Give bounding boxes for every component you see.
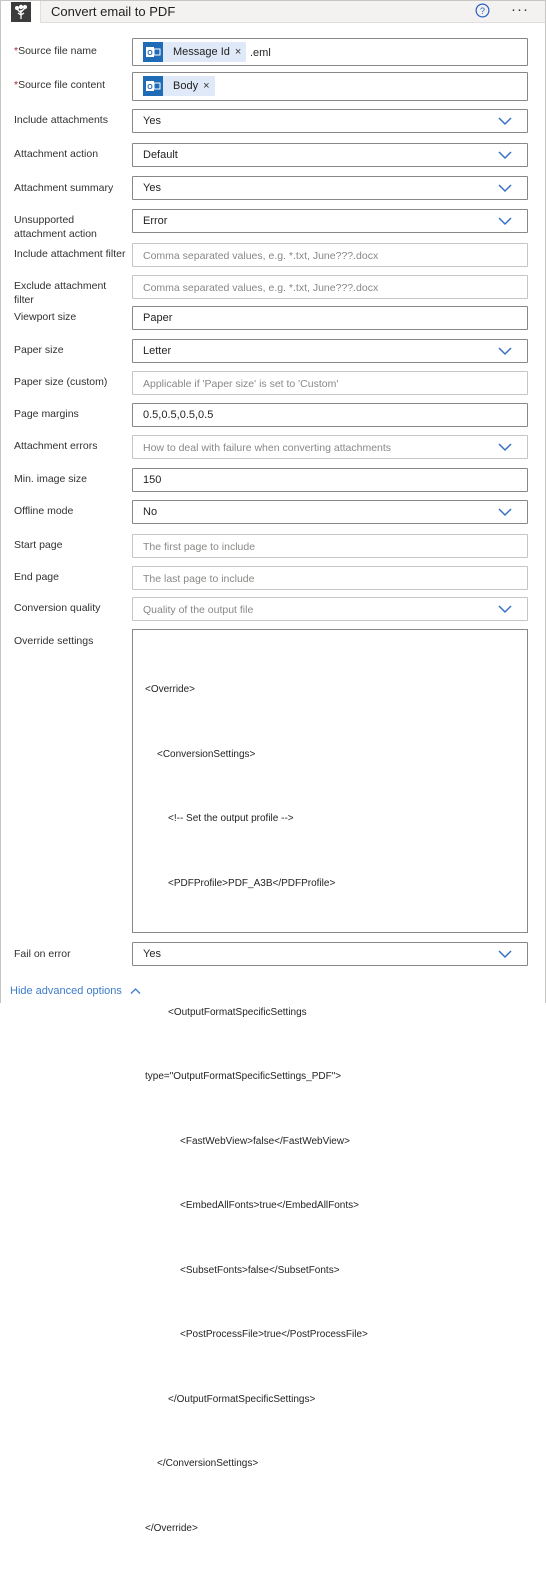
attachment-errors-label: Attachment errors [14, 440, 98, 452]
override-settings-label: Override settings [14, 635, 94, 647]
include-attachments-dropdown[interactable] [132, 109, 528, 133]
file-suffix: .eml [250, 47, 271, 59]
paper-size-custom-label: Paper size (custom) [14, 376, 108, 388]
start-page-label: Start page [14, 539, 63, 551]
code-line: </OutputFormatSpecificSettings> [168, 1393, 316, 1405]
end-page-label: End page [14, 571, 59, 583]
exclude-attachment-filter-label [14, 279, 106, 307]
svg-text:O: O [147, 50, 153, 57]
paper-size-label: Paper size [14, 344, 64, 356]
input-placeholder: Applicable if 'Paper size' is set to 'Custom' [143, 378, 339, 390]
input-value: 150 [143, 474, 162, 486]
include-attachments-label: Include attachments [14, 114, 108, 126]
label-line-1: Exclude attachment [14, 280, 107, 292]
tree-icon [9, 2, 33, 22]
source-file-content-input[interactable] [132, 72, 528, 101]
label-line-1: Unsupported [14, 214, 75, 226]
offline-mode-label: Offline mode [14, 505, 74, 517]
code-line: <PDFProfile>PDF_A3B</PDFProfile> [168, 877, 336, 889]
code-line: <PostProcessFile>true</PostProcessFile> [180, 1329, 368, 1340]
chevron-down-icon [498, 346, 512, 356]
input-placeholder: The last page to include [143, 573, 255, 585]
body-token[interactable] [143, 76, 215, 96]
required-marker: * [14, 79, 19, 91]
chevron-down-icon [498, 949, 512, 959]
label-text: Source file content [18, 79, 106, 91]
chevron-down-icon [498, 507, 512, 517]
offline-mode-dropdown[interactable] [132, 500, 528, 524]
input-placeholder: Comma separated values, e.g. *.txt, June???.docx [143, 250, 379, 262]
attachment-summary-dropdown[interactable] [132, 176, 528, 200]
page-margins-label: Page margins [14, 408, 79, 420]
dropdown-value: Error [143, 215, 168, 227]
token-label: Message Id [173, 46, 230, 58]
chevron-down-icon [498, 183, 512, 193]
source-file-name-label [14, 44, 97, 58]
input-placeholder: The first page to include [143, 541, 256, 553]
override-code [133, 636, 368, 1582]
outlook-icon [143, 42, 163, 62]
source-file-content-label [14, 78, 105, 92]
label-line-2: attachment action [14, 228, 97, 240]
dropdown-placeholder: Quality of the output file [143, 604, 254, 616]
exclude-attachment-filter-input[interactable] [132, 275, 528, 299]
input-value: 0.5,0.5,0.5,0.5 [143, 409, 214, 421]
include-attachment-filter-label: Include attachment filter [14, 248, 126, 260]
label-line-2: filter [14, 294, 34, 306]
input-value: Paper [143, 312, 173, 324]
conversion-quality-dropdown[interactable] [132, 597, 528, 621]
outlook-icon [143, 76, 163, 96]
min-image-size-label: Min. image size [14, 473, 87, 485]
message-id-token[interactable] [143, 42, 246, 62]
label-text: Source file name [18, 45, 97, 57]
svg-text:O: O [147, 84, 153, 91]
token-remove-icon[interactable]: × [203, 80, 210, 92]
source-file-name-input[interactable] [132, 38, 528, 66]
chevron-down-icon [498, 604, 512, 614]
start-page-input[interactable] [132, 534, 528, 558]
code-line: <SubsetFonts>false</SubsetFonts> [180, 1264, 340, 1276]
code-line: <ConversionSettings> [157, 748, 256, 760]
unsupported-attachment-action-label [14, 213, 97, 241]
more-options-icon[interactable]: ··· [511, 1, 529, 18]
link-text: Hide advanced options [10, 985, 122, 997]
code-line: <FastWebView>false</FastWebView> [180, 1135, 350, 1147]
code-line: type="OutputFormatSpecificSettings_PDF"> [145, 1071, 342, 1082]
attachment-action-label: Attachment action [14, 148, 99, 160]
card-title: Convert email to PDF [51, 4, 176, 19]
code-line: <EmbedAllFonts>true</EmbedAllFonts> [180, 1200, 359, 1211]
attachment-action-dropdown[interactable] [132, 143, 528, 167]
paper-size-dropdown[interactable] [132, 339, 528, 363]
token-label: Body [173, 80, 199, 92]
include-attachment-filter-input[interactable] [132, 243, 528, 267]
input-placeholder: Comma separated values, e.g. *.txt, June???.docx [143, 282, 379, 294]
card-header[interactable] [1, 1, 545, 23]
code-line: <OutputFormatSpecificSettings [168, 1006, 307, 1018]
page-margins-input[interactable] [132, 403, 528, 427]
svg-text:?: ? [480, 5, 485, 16]
dropdown-value: No [143, 506, 158, 518]
required-marker: * [14, 45, 19, 57]
code-line: </Override> [145, 1522, 198, 1534]
connector-logo [1, 1, 41, 23]
fail-on-error-label: Fail on error [14, 948, 71, 960]
chevron-up-icon [130, 987, 141, 995]
dropdown-placeholder: How to deal with failure when converting attachments [143, 442, 392, 454]
dropdown-value: Default [143, 149, 178, 161]
fail-on-error-dropdown[interactable] [132, 942, 528, 966]
code-line: <!-- Set the output profile --> [168, 813, 294, 824]
chevron-down-icon [498, 116, 512, 126]
chevron-down-icon [498, 216, 512, 226]
dropdown-value: Letter [143, 345, 172, 357]
dropdown-value: Yes [143, 948, 161, 960]
code-line: </ConversionSettings> [157, 1458, 259, 1469]
help-icon[interactable] [475, 3, 490, 18]
code-line: <Override> [145, 684, 196, 695]
conversion-quality-label: Conversion quality [14, 602, 101, 614]
end-page-input[interactable] [132, 566, 528, 590]
dropdown-value: Yes [143, 115, 161, 127]
chevron-down-icon [498, 150, 512, 160]
viewport-size-input[interactable] [132, 306, 528, 330]
token-remove-icon[interactable]: × [234, 46, 242, 58]
min-image-size-input[interactable] [132, 468, 528, 492]
viewport-size-label: Viewport size [14, 311, 77, 323]
unsupported-attachment-action-dropdown[interactable] [132, 209, 528, 233]
paper-size-custom-input[interactable] [132, 371, 528, 395]
hide-advanced-options-link[interactable] [10, 985, 141, 997]
attachment-summary-label: Attachment summary [14, 182, 114, 194]
attachment-errors-dropdown[interactable] [132, 435, 528, 459]
dropdown-value: Yes [143, 182, 161, 194]
chevron-down-icon [498, 442, 512, 452]
